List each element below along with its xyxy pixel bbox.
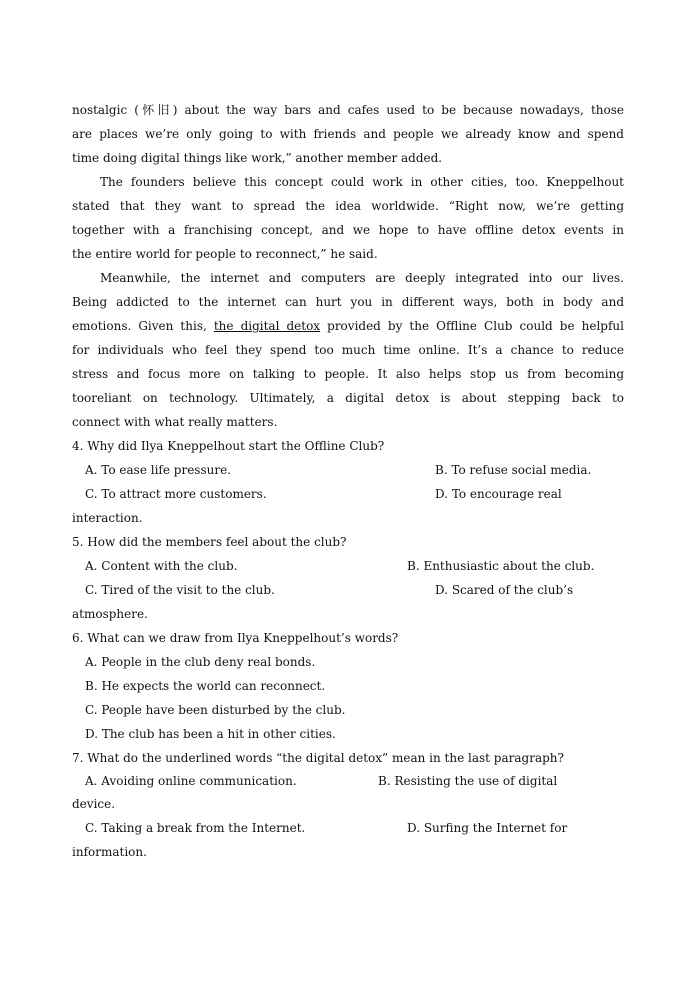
option-b: B. He expects the world can reconnect. [85,679,326,693]
option-row [72,650,624,674]
text-line: tooreliant on technology. Ultimately, a digital detox is about stepping back to [72,391,624,405]
question-7 [72,746,624,864]
text-line: The founders believe this concept could work in other cities, too. Kneppelhout [100,175,624,189]
option-row [72,458,624,482]
question-stem: 5. How did the members feel about the club? [72,535,347,549]
question-stem: 4. Why did Ilya Kneppelhout start the Offline Club? [72,439,385,453]
text-line: connect with what really matters. [72,415,278,429]
text-line: are places we’re only going to with friends and people we already know and spend [72,127,624,141]
option-b-continuation: device. [72,797,116,811]
option-c: C. People have been disturbed by the club. [85,703,346,717]
text-line: Being addicted to the internet can hurt you in different ways, both in body and [72,295,624,309]
question-stem: 7. What do the underlined words “the digital detox” mean in the last paragraph? [72,751,564,765]
option-row [72,816,624,840]
paragraph-3 [72,266,624,434]
text-line: time doing digital things like work,” another member added. [72,151,443,165]
option-a: A. People in the club deny real bonds. [85,655,316,669]
option-row [72,482,624,506]
text-line: nostalgic (怀旧) about the way bars and cafes used to be because nowadays, those [72,103,624,117]
option-b: B. Resisting the use of digital [378,774,558,788]
option-d: D. Scared of the club’s [435,583,574,597]
option-b: B. Enthusiastic about the club. [407,559,595,573]
text-line: Meanwhile, the internet and computers are deeply integrated into our lives. [100,271,624,285]
text-segment: provided by the Offline Club could be helpful [327,319,624,333]
question-4 [72,434,624,530]
option-row [72,554,624,578]
text-line: stated that they want to spread the idea worldwide. “Right now, we’re getting [72,199,624,213]
text-line: stress and focus more on talking to people. It also helps stop us from becoming [72,367,624,381]
option-c: C. Taking a break from the Internet. [85,821,306,835]
document-page [72,98,624,864]
option-b: B. To refuse social media. [435,463,592,477]
option-row [72,578,624,602]
text-line: the entire world for people to reconnect,” he said. [72,247,378,261]
option-d-continuation: information. [72,845,147,859]
option-row [72,722,624,746]
text-segment: emotions. Given this, [72,319,207,333]
option-c: C. Tired of the visit to the club. [85,583,275,597]
option-d-continuation: interaction. [72,511,143,525]
option-row [72,698,624,722]
question-5 [72,530,624,626]
text-line: for individuals who feel they spend too much time online. It’s a chance to reduce [72,343,624,357]
option-row [72,770,624,792]
question-6 [72,626,624,746]
option-row [72,674,624,698]
text-line [72,314,624,338]
option-a: A. Avoiding online communication. [85,774,297,788]
paragraph-1 [72,98,624,170]
paragraph-2 [72,170,624,266]
underlined-phrase: the digital detox [213,319,321,333]
question-stem: 6. What can we draw from Ilya Kneppelhout’s words? [72,631,399,645]
option-d-continuation: atmosphere. [72,607,148,621]
option-d: D. To encourage real [435,487,562,501]
option-a: A. Content with the club. [85,559,238,573]
text-line: together with a franchising concept, and we hope to have offline detox events in [72,223,624,237]
option-d: D. The club has been a hit in other cities. [85,727,336,741]
option-d: D. Surfing the Internet for [407,821,568,835]
option-c: C. To attract more customers. [85,487,267,501]
option-a: A. To ease life pressure. [85,463,231,477]
